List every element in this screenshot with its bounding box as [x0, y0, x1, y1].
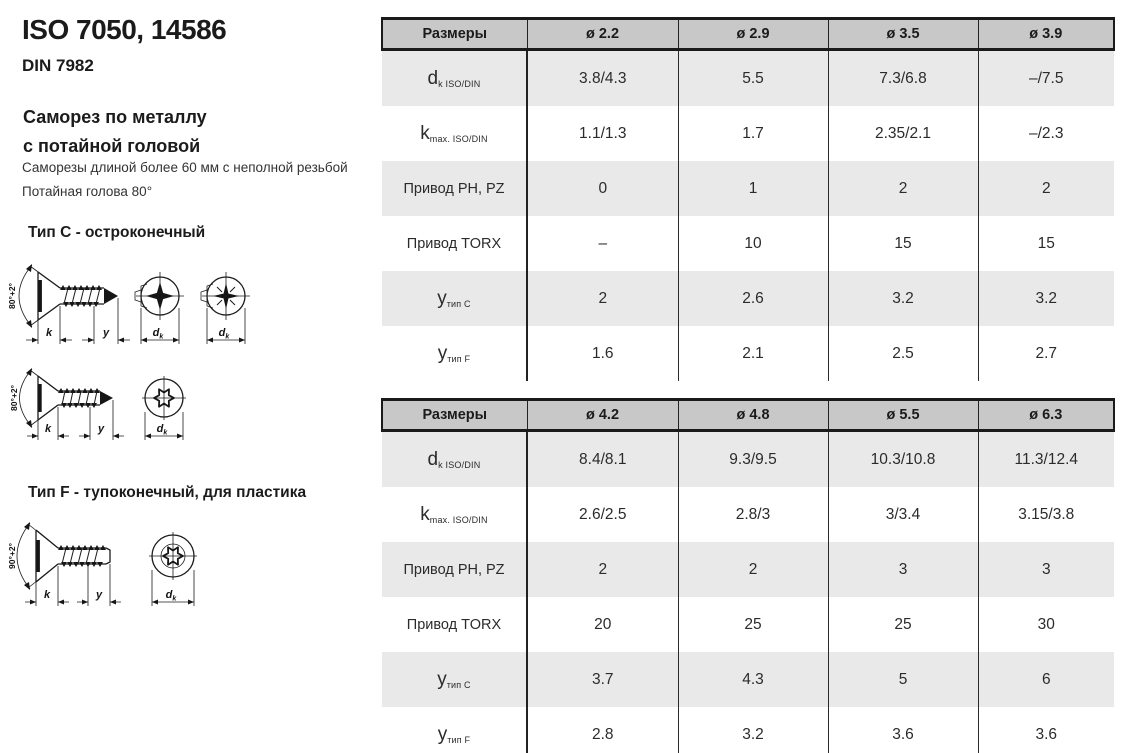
row-label: [382, 707, 527, 753]
row-label: [382, 431, 527, 488]
value-cell: 5: [828, 652, 978, 707]
row-label: [382, 271, 527, 326]
type-c-ph-pz-drawing: [8, 256, 262, 351]
row-label: [382, 326, 527, 381]
k-dim-label: k: [43, 589, 51, 601]
value-cell: 2.6: [678, 271, 828, 326]
y-dimension: [79, 400, 124, 440]
torx-head-view: [149, 532, 197, 606]
value-cell: 8.4/8.1: [527, 431, 678, 488]
value-cell: 3.2: [978, 271, 1114, 326]
row-label-text: y: [437, 342, 448, 364]
dk-sub: k: [225, 333, 230, 341]
value-cell: –/7.5: [978, 50, 1114, 107]
diameter-column-header: ø 3.9: [978, 19, 1114, 50]
torx-head-view: [142, 376, 186, 440]
dk-main: d: [152, 327, 160, 339]
row-label: [382, 542, 527, 597]
value-cell: 3: [828, 542, 978, 597]
left-panel: [0, 0, 381, 753]
value-cell: –: [527, 216, 678, 271]
value-cell: 10: [678, 216, 828, 271]
value-cell: 9.3/9.5: [678, 431, 828, 488]
dimensions-table: [381, 398, 1115, 753]
product-name-line1: Саморез по металлу: [23, 107, 207, 127]
k-dim-label: k: [44, 423, 52, 435]
table-row: [382, 707, 1114, 753]
blunt-tip: [106, 548, 110, 564]
row-label-text: Привод PH, PZ: [403, 180, 505, 197]
product-name: [23, 103, 207, 161]
dk-main: d: [156, 423, 164, 435]
row-label-text: Привод TORX: [406, 235, 502, 252]
value-cell: 3.2: [678, 707, 828, 753]
product-description: [22, 156, 348, 203]
row-label-subscript: max. ISO/DIN: [429, 514, 488, 525]
type-c-heading: Тип C - остроконечный: [28, 224, 206, 241]
dk-sub: k: [163, 429, 168, 437]
row-label-subscript: тип C: [446, 679, 471, 690]
tables-panel: [381, 0, 1113, 753]
table-row: [382, 161, 1114, 216]
header-row: [382, 19, 1114, 50]
value-cell: 2: [527, 542, 678, 597]
value-cell: 3.6: [828, 707, 978, 753]
row-label-text: k: [420, 122, 430, 144]
value-cell: 2.8: [527, 707, 678, 753]
value-cell: 25: [678, 597, 828, 652]
type-c-torx-drawing: [9, 364, 208, 446]
value-cell: 3.15/3.8: [978, 487, 1114, 542]
value-cell: 1.7: [678, 106, 828, 161]
row-label-subscript: k ISO/DIN: [438, 78, 481, 89]
dk-main: d: [218, 327, 226, 339]
dimension-table-large-diameters: [381, 398, 1113, 753]
value-cell: –/2.3: [978, 106, 1114, 161]
recess-slot: [39, 384, 42, 412]
head-angle-dimension: [9, 368, 58, 428]
table-row: [382, 487, 1114, 542]
row-label-subscript: тип F: [447, 353, 471, 364]
recess-slot: [37, 540, 40, 572]
dk-dim-label: [219, 327, 231, 341]
table-row: [382, 326, 1114, 381]
value-cell: 1.1/1.3: [527, 106, 678, 161]
table-row: [382, 106, 1114, 161]
value-cell: 2: [527, 271, 678, 326]
table-row: [382, 542, 1114, 597]
value-cell: 4.3: [678, 652, 828, 707]
row-label-subscript: max. ISO/DIN: [429, 133, 488, 144]
screw-side-view: [38, 272, 118, 320]
angle-label: 90°+2°: [7, 543, 17, 569]
din-standard: DIN 7982: [22, 56, 94, 75]
diameter-column-header: ø 2.2: [527, 19, 678, 50]
row-label-text: d: [427, 67, 439, 89]
row-label-subscript: k ISO/DIN: [438, 459, 481, 470]
row-label-text: y: [437, 668, 447, 690]
recess-slot: [39, 280, 42, 312]
y-dim-label: y: [95, 589, 103, 601]
screw-side-view: [36, 530, 110, 582]
page-title: ISO 7050, 14586: [22, 14, 227, 45]
table-row: [382, 431, 1114, 488]
head-angle-dimension: [7, 522, 58, 590]
k-dimension: [25, 566, 69, 606]
dk-dim-label: [166, 589, 178, 603]
sizes-column-header: Размеры: [382, 400, 527, 431]
phillips-recess-icon: [146, 292, 174, 300]
value-cell: 2: [678, 542, 828, 597]
value-cell: 0: [527, 161, 678, 216]
value-cell: 20: [527, 597, 678, 652]
value-cell: 2.1: [678, 326, 828, 381]
type-f-torx-drawing: [8, 514, 213, 614]
value-cell: 1.6: [527, 326, 678, 381]
diameter-column-header: ø 5.5: [828, 400, 978, 431]
row-label-subscript: тип F: [447, 734, 471, 745]
y-dimension: [77, 564, 121, 606]
value-cell: 10.3/10.8: [828, 431, 978, 488]
row-label: [382, 487, 527, 542]
value-cell: 2.8/3: [678, 487, 828, 542]
diameter-column-header: ø 4.8: [678, 400, 828, 431]
angle-label: 80°+2°: [9, 385, 19, 411]
value-cell: 3.7: [527, 652, 678, 707]
value-cell: 2.6/2.5: [527, 487, 678, 542]
value-cell: 3.6: [978, 707, 1114, 753]
value-cell: 3.2: [828, 271, 978, 326]
table-row: [382, 216, 1114, 271]
row-label-subscript: тип C: [446, 298, 471, 309]
value-cell: 3/3.4: [828, 487, 978, 542]
k-dim-label: k: [45, 327, 53, 339]
product-name-line2: с потайной головой: [23, 135, 201, 156]
value-cell: 30: [978, 597, 1114, 652]
pozidriv-recess-icon: [213, 293, 239, 299]
dk-sub: k: [172, 595, 177, 603]
sizes-column-header: Размеры: [382, 19, 527, 50]
angle-label: 80°+2°: [7, 283, 17, 309]
row-label-text: y: [437, 287, 447, 309]
y-dim-label: y: [102, 327, 110, 339]
table-row: [382, 652, 1114, 707]
row-label-text: d: [427, 448, 439, 470]
dk-dim-label: [153, 327, 165, 341]
value-cell: 2: [828, 161, 978, 216]
value-cell: 5.5: [678, 50, 828, 107]
description-line2: Потайная голова 80°: [22, 183, 153, 199]
row-label: [382, 161, 527, 216]
diameter-column-header: ø 4.2: [527, 400, 678, 431]
row-label: [382, 652, 527, 707]
value-cell: 15: [978, 216, 1114, 271]
value-cell: 6: [978, 652, 1114, 707]
pz-head-view: [201, 272, 250, 344]
diameter-column-header: ø 6.3: [978, 400, 1114, 431]
value-cell: 2.35/2.1: [828, 106, 978, 161]
row-label-text: k: [420, 503, 430, 525]
dimensions-table: [381, 17, 1115, 381]
header-row: [382, 400, 1114, 431]
diameter-column-header: ø 3.5: [828, 19, 978, 50]
dk-dim-label: [157, 423, 169, 437]
value-cell: 2.5: [828, 326, 978, 381]
value-cell: 15: [828, 216, 978, 271]
ph-head-view: [135, 272, 184, 344]
value-cell: 1: [678, 161, 828, 216]
table-row: [382, 50, 1114, 107]
row-label-text: Привод PH, PZ: [403, 561, 505, 578]
row-label-text: Привод TORX: [406, 616, 502, 633]
value-cell: 3: [978, 542, 1114, 597]
row-label: [382, 597, 527, 652]
screw-side-view: [38, 376, 113, 420]
dk-sub: k: [159, 333, 164, 341]
row-label: [382, 50, 527, 107]
row-label-text: y: [437, 723, 448, 745]
screw-tip: [100, 391, 113, 405]
row-label: [382, 216, 527, 271]
value-cell: 3.8/4.3: [527, 50, 678, 107]
table-row: [382, 271, 1114, 326]
diameter-column-header: ø 2.9: [678, 19, 828, 50]
row-label: [382, 106, 527, 161]
head-angle-dimension: [7, 264, 60, 328]
value-cell: 2: [978, 161, 1114, 216]
value-cell: 25: [828, 597, 978, 652]
screw-tip: [104, 288, 118, 304]
value-cell: 2.7: [978, 326, 1114, 381]
type-f-heading: Тип F - тупоконечный, для пластика: [28, 484, 307, 501]
description-line1: Саморезы длиной более 60 мм с неполной резьбой: [22, 160, 348, 175]
value-cell: 11.3/12.4: [978, 431, 1114, 488]
y-dim-label: y: [97, 423, 105, 435]
dk-main: d: [165, 589, 173, 601]
table-row: [382, 597, 1114, 652]
value-cell: 7.3/6.8: [828, 50, 978, 107]
dimension-table-small-diameters: [381, 17, 1113, 381]
